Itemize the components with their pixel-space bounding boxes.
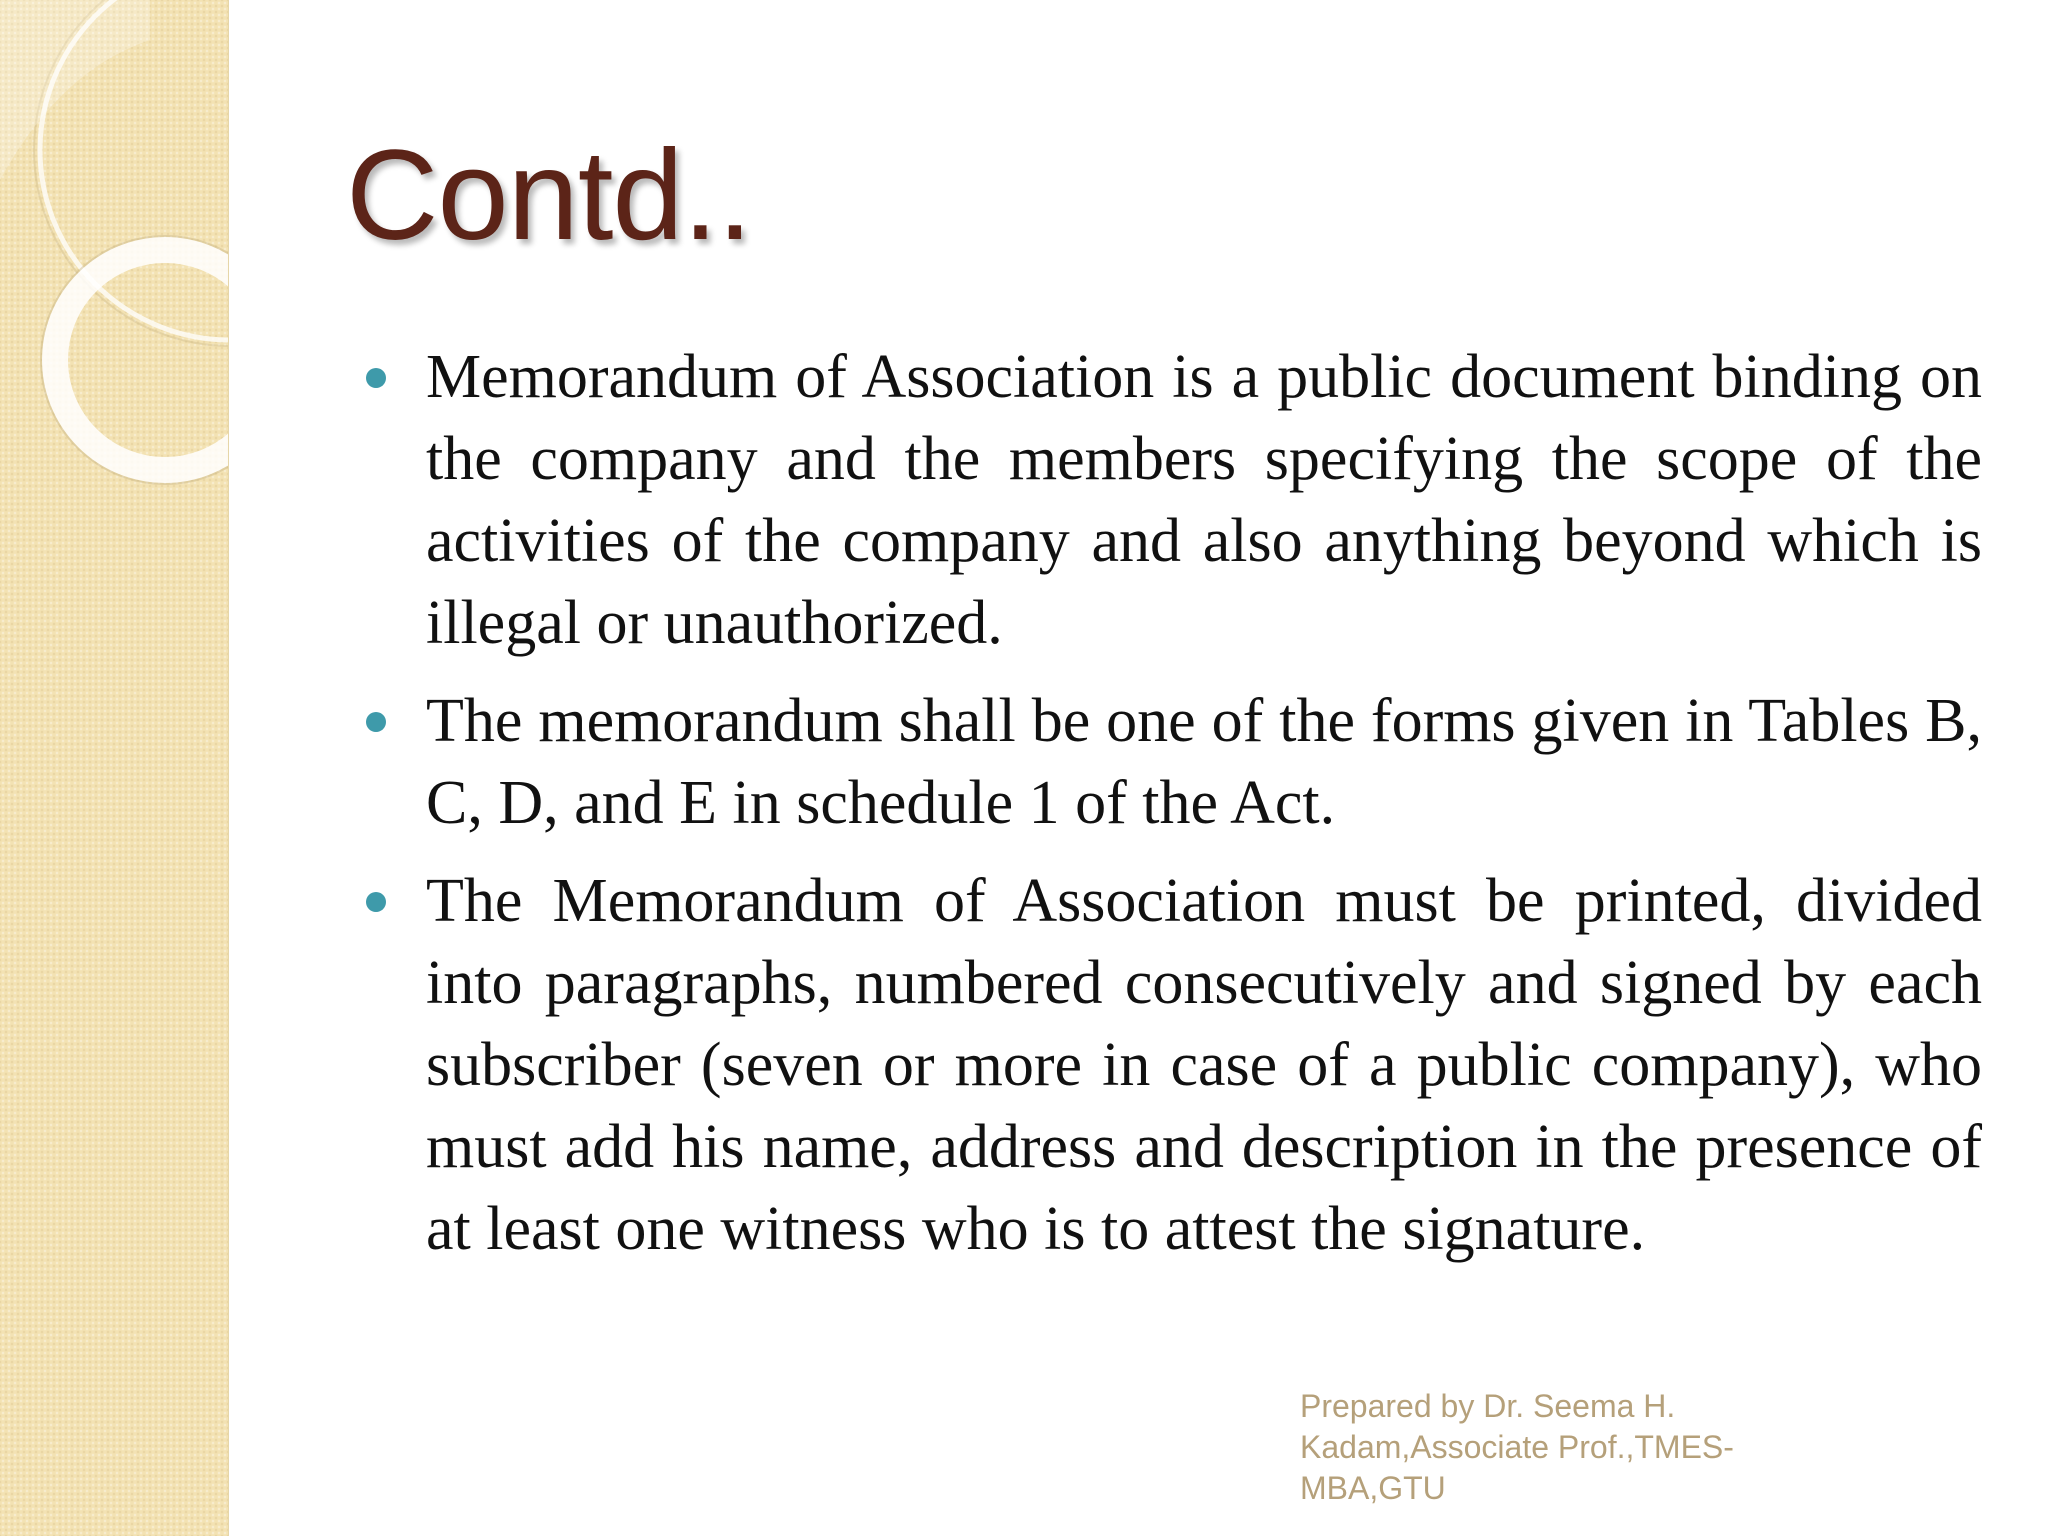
bullet-item	[352, 680, 1982, 844]
bullet-item	[352, 860, 1982, 1270]
bullet-text: Memorandum of Association is a public document binding on the company and the members specifying the scope of the activities of the company and also anything beyond which is illegal or unauthorized.	[426, 343, 1982, 657]
bullet-dot-icon	[366, 892, 386, 912]
decorative-side-panel	[0, 0, 229, 1536]
slide-title: Contd..	[346, 124, 752, 267]
bullet-text: The memorandum shall be one of the forms given in Tables B, C, D, and E in schedule 1 of the Act.	[426, 687, 1982, 837]
footer-note: Prepared by Dr. Seema H. Kadam,Associate Prof.,TMES-MBA,GTU	[1300, 1388, 1734, 1506]
bullet-dot-icon	[366, 368, 386, 388]
bullet-list	[352, 336, 1982, 1286]
bullet-text: The Memorandum of Association must be printed, divided into paragraphs, numbered consecutively and signed by each subscriber (seven or more in case of a public company), who must add his name, address and description in the presence of at least one witness who is to attest the signature.	[426, 867, 1982, 1263]
bullet-dot-icon	[366, 712, 386, 732]
decorative-circles	[0, 0, 228, 520]
bullet-item	[352, 336, 1982, 664]
